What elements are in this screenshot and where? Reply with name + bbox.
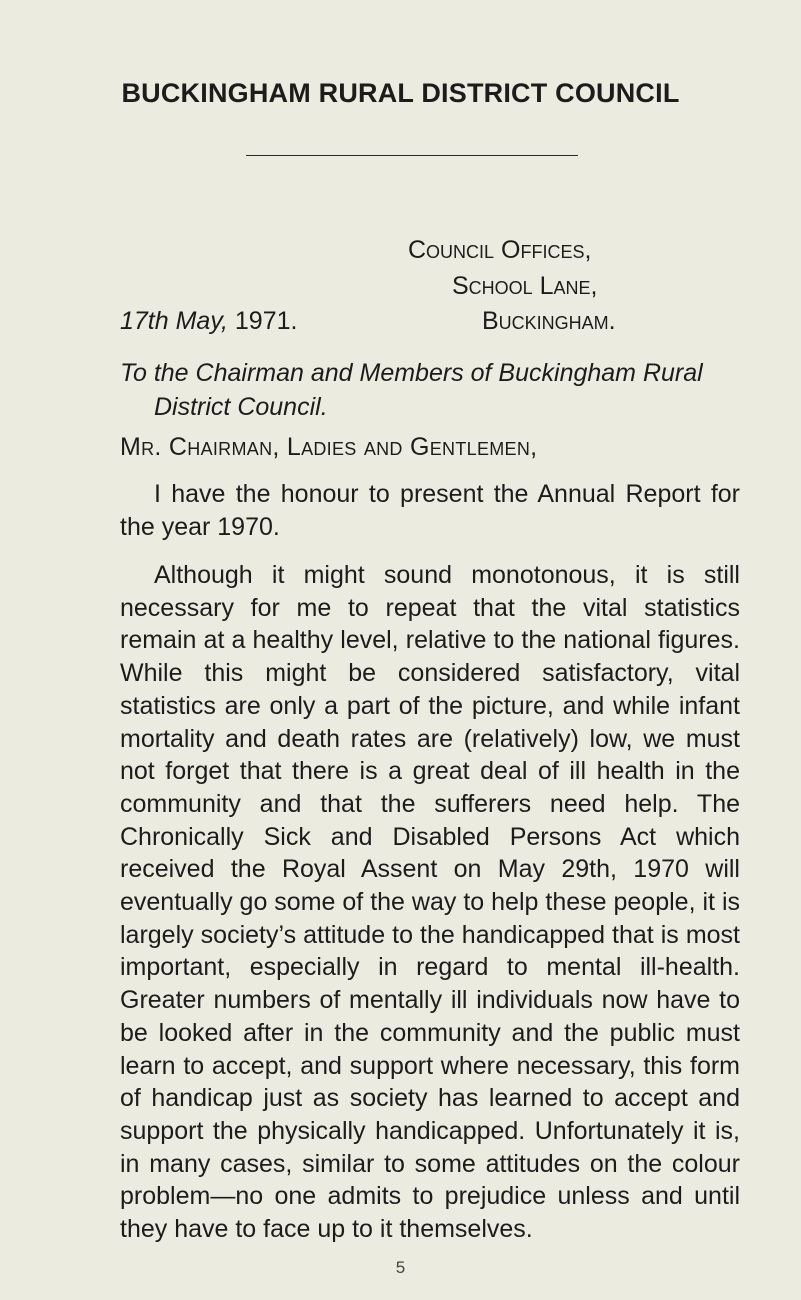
address-line-2: School Lane, xyxy=(452,272,598,300)
page-number: 5 xyxy=(395,1258,406,1277)
date-day-month: 17th May, xyxy=(120,307,228,335)
paragraph-2: Although it might sound monotonous, it is still necessary for me to repeat that the vital statistics remain at a healthy level, relative to the national figures. While this might be considered satisfactory, vital statistics are only a part of the picture, and while infant mortality and death rates are (relatively) low, we must not forget that there is a great deal of ill health in the community and that the sufferers need help. The Chronically Sick and Disabled Persons Act which received the Royal Assent on May 29th, 1970 will eventually go some of the way to help these people, it is largely society’s attitude to the handicapped that is most important, especially in regard to mental ill-health. Greater numbers of mentally ill individuals now have to be looked after in the community and the public must learn to accept, and support where necessary, this form of handicap just as society has learned to accept and support the physically handicapped. Unfortunately it is, in many cases, similar to some attitudes on the colour problem—no one admits to prejudice unless and until they have to face up to it themselves. xyxy=(120,561,740,1244)
date-year: 1971. xyxy=(227,307,298,335)
title-divider xyxy=(246,155,578,156)
address-line-1: Council Offices, xyxy=(408,236,592,264)
addressee-line-1: To the Chairman and Members of Buckingham Rural xyxy=(120,359,703,387)
letter-date xyxy=(120,307,297,336)
paragraph-1: I have the honour to present the Annual Report for the year 1970. xyxy=(120,480,740,541)
council-title: BUCKINGHAM RURAL DISTRICT COUNCIL xyxy=(121,78,680,108)
address-line-3: Buckingham. xyxy=(482,307,616,335)
addressee xyxy=(120,356,740,424)
salutation: Mr. Chairman, Ladies and Gentlemen, xyxy=(120,433,538,461)
addressee-line-2: District Council. xyxy=(154,393,328,421)
